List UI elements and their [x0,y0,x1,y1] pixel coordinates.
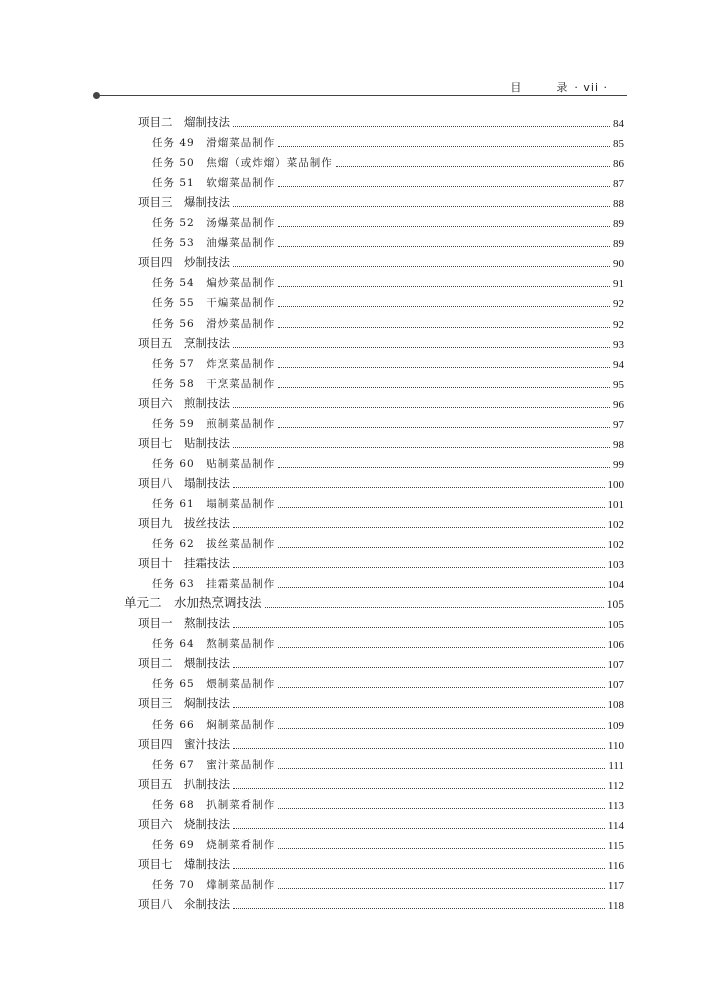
dot-leader [278,887,605,889]
dot-leader [233,867,605,869]
dot-leader [233,566,605,568]
toc-entry-proj[interactable] [138,691,624,711]
toc-entry-label: 项目五 扒制技法 [138,776,230,791]
dot-leader [233,747,605,749]
dot-leader [278,285,610,287]
toc-entry-label: 项目三 焖制技法 [138,696,230,711]
toc-entry-page-number: 107 [607,679,624,692]
dot-leader [233,666,605,668]
toc-entry-task[interactable] [152,150,624,170]
running-header [96,79,626,95]
header-title-char-2: 录 [556,81,569,94]
toc-entry-label: 任务 61 塌制菜品制作 [152,497,276,510]
toc-entry-page-number: 110 [607,739,624,752]
toc-entry-page-number: 104 [607,579,624,592]
dot-leader [233,446,610,448]
dot-leader [278,326,610,328]
toc-entry-proj[interactable] [138,471,624,491]
dot-leader [233,346,610,348]
toc-entry-label: 任务 56 滑炒菜品制作 [152,317,276,330]
toc-entry-task[interactable] [152,752,624,772]
dot-leader [278,767,605,769]
toc-entry-page-number: 89 [613,238,624,251]
dot-leader [278,546,604,548]
dot-leader [233,706,605,708]
dot-leader [278,506,604,508]
toc-entry-label: 任务 67 蜜汁菜品制作 [152,758,276,771]
toc-entry-task[interactable] [152,491,624,511]
toc-entry-page-number: 95 [613,378,624,391]
toc-entry-proj[interactable] [138,732,624,752]
toc-entry-task[interactable] [152,411,624,431]
dot-leader [336,165,610,167]
dot-leader [278,466,610,468]
dot-leader [265,606,604,608]
dot-leader [278,145,610,147]
toc-entry-label: 任务 70 㸆制菜品制作 [152,878,276,891]
toc-entry-proj[interactable] [138,391,624,411]
dot-leader [278,426,610,428]
toc-entry-page-number: 102 [607,519,624,531]
toc-entry-proj[interactable] [138,331,624,351]
toc-entry-task[interactable] [152,371,624,391]
dot-leader [233,907,605,909]
toc-entry-label: 单元二 水加热烹调技法 [124,595,262,611]
dot-leader [233,265,610,267]
toc-entry-page-number: 85 [613,138,624,151]
toc-entry-page-number: 118 [607,899,624,912]
toc-entry-page-number: 97 [613,418,624,431]
toc-entry-label: 任务 54 煸炒菜品制作 [152,277,276,290]
toc-entry-proj[interactable] [138,190,624,210]
dot-leader [278,807,605,809]
toc-entry-label: 项目五 烹制技法 [138,335,230,350]
header-title [510,79,608,95]
toc-entry-page-number: 107 [607,659,624,672]
toc-entry-page-number: 102 [607,539,624,552]
toc-entry-task[interactable] [152,712,624,732]
toc-entry-label: 项目八 氽制技法 [138,896,230,911]
header-title-char-1: 目 [510,81,523,94]
dot-leader [233,827,605,829]
toc-entry-label: 任务 68 扒制菜肴制作 [152,798,276,811]
toc-entry-page-number: 92 [613,318,624,331]
toc-entry-page-number: 84 [613,118,624,130]
toc-entry-label: 任务 49 滑熘菜品制作 [152,137,276,150]
header-rule [96,95,627,96]
toc-entry-task[interactable] [152,230,624,250]
toc-entry-page-number: 105 [606,599,624,612]
toc-entry-page-number: 105 [607,619,624,632]
toc-entry-proj[interactable] [138,551,624,571]
toc-entry-task[interactable] [152,451,624,471]
dot-leader [233,205,610,207]
toc-entry-label: 任务 57 炸烹菜品制作 [152,357,276,370]
toc-entry-label: 任务 66 焖制菜品制作 [152,718,276,731]
toc-entry-page-number: 101 [607,498,624,511]
dot-leader [278,245,610,247]
toc-entry-label: 任务 62 拔丝菜品制作 [152,538,276,551]
toc-entry-page-number: 106 [607,639,624,652]
toc-entry-label: 任务 58 干烹菜品制作 [152,377,276,390]
dot-leader [233,787,605,789]
toc-entry-page-number: 88 [613,198,624,211]
dot-leader [278,646,604,648]
dot-leader [278,586,604,588]
toc-entry-task[interactable] [152,130,624,150]
toc-entry-proj[interactable] [138,250,624,270]
toc-entry-page-number: 111 [608,759,624,772]
toc-entry-label: 任务 52 汤爆菜品制作 [152,217,276,230]
toc-entry-label: 项目十 挂霜技法 [138,556,230,571]
toc-entry-label: 任务 50 焦熘（或炸熘）菜品制作 [152,157,333,170]
toc-entry-page-number: 113 [607,799,624,812]
toc-entry-task[interactable] [152,832,624,852]
toc-entry-page-number: 112 [607,779,624,792]
dot-leader [278,366,610,368]
toc-entry-proj[interactable] [138,651,624,671]
dot-leader [233,406,610,408]
toc-entry-page-number: 92 [613,298,624,311]
toc-entry-task[interactable] [152,270,624,290]
toc-entry-task[interactable] [152,290,624,310]
toc-entry-label: 任务 55 干煸菜品制作 [152,297,276,310]
toc-entry-label: 任务 51 软熘菜品制作 [152,177,276,190]
toc-entry-page-number: 90 [613,258,624,271]
toc-entry-page-number: 100 [607,478,624,491]
toc-entry-page-number: 91 [613,278,624,291]
toc-entry-task[interactable] [152,531,624,551]
dot-leader [233,626,605,628]
toc-entry-page-number: 117 [607,879,624,892]
toc-entry-label: 项目六 烧制技法 [138,816,230,831]
toc-entry-proj[interactable] [138,852,624,872]
toc-entry-label: 项目六 煎制技法 [138,395,230,410]
toc-entry-label: 任务 63 挂霜菜品制作 [152,578,276,591]
toc-entry-proj[interactable] [138,431,624,451]
toc-entry-proj[interactable] [138,812,624,832]
dot-leader [278,847,605,849]
toc-entry-task[interactable] [152,351,624,371]
toc-entry-task[interactable] [152,571,624,591]
toc-entry-task[interactable] [152,170,624,190]
toc-entry-unit[interactable] [124,591,624,611]
toc-entry-label: 任务 65 煨制菜品制作 [152,678,276,691]
toc-entry-page-number: 115 [607,839,624,852]
toc-entry-page-number: 86 [613,158,624,171]
toc-entry-task[interactable] [152,671,624,691]
toc-entry-label: 项目八 塌制技法 [138,475,230,490]
dot-leader [233,526,605,528]
dot-leader [278,225,610,227]
toc-entry-page-number: 87 [613,178,624,191]
dot-leader [233,125,610,127]
toc-entry-label: 任务 53 油爆菜品制作 [152,237,276,250]
toc-entry-label: 项目九 拔丝技法 [138,516,230,530]
toc-entry-page-number: 94 [613,358,624,371]
toc-entry-task[interactable] [152,210,624,230]
toc-entry-page-number: 108 [607,699,624,712]
dot-leader [278,305,610,307]
dot-leader [278,727,604,729]
toc-entry-label: 项目七 贴制技法 [138,435,230,450]
toc-entry-proj[interactable] [138,611,624,631]
toc-entry-task[interactable] [152,792,624,812]
header-page-number: · vii · [574,81,608,94]
toc-entry-page-number: 99 [613,458,624,471]
toc-entry-page-number: 109 [607,719,624,732]
toc-entry-label: 项目二 熘制技法 [138,115,230,129]
toc-entry-label: 项目三 爆制技法 [138,195,230,210]
toc-entry-label: 任务 69 烧制菜肴制作 [152,838,276,851]
toc-entry-label: 任务 59 煎制菜品制作 [152,417,276,430]
toc-entry-page-number: 96 [613,398,624,411]
dot-leader [233,486,605,488]
dot-leader [278,686,604,688]
toc-entry-page-number: 116 [607,859,624,872]
toc-entry-label: 项目二 煨制技法 [138,656,230,671]
toc-entry-label: 项目四 炒制技法 [138,255,230,270]
toc-entry-task[interactable] [152,631,624,651]
toc-entry-proj[interactable] [138,110,624,130]
toc-entry-page-number: 103 [607,559,624,572]
toc-entry-page-number: 93 [613,338,624,351]
toc-entry-label: 项目一 熬制技法 [138,616,230,631]
toc-entry-task[interactable] [152,311,624,331]
toc-entry-label: 项目七 㸆制技法 [138,856,230,871]
toc-entry-label: 任务 60 贴制菜品制作 [152,457,276,470]
dot-leader [278,185,610,187]
header-rule-dot [93,92,100,99]
toc-entry-label: 任务 64 熬制菜品制作 [152,638,276,651]
toc-entry-proj[interactable] [138,772,624,792]
toc-entry-proj[interactable] [138,511,624,531]
toc-entry-task[interactable] [152,872,624,892]
dot-leader [278,386,610,388]
toc-entry-label: 项目四 蜜汁技法 [138,736,230,751]
toc-entry-proj[interactable] [138,892,624,912]
toc-entry-page-number: 98 [613,438,624,451]
toc-entry-page-number: 114 [607,819,624,832]
toc-entry-page-number: 89 [613,218,624,231]
